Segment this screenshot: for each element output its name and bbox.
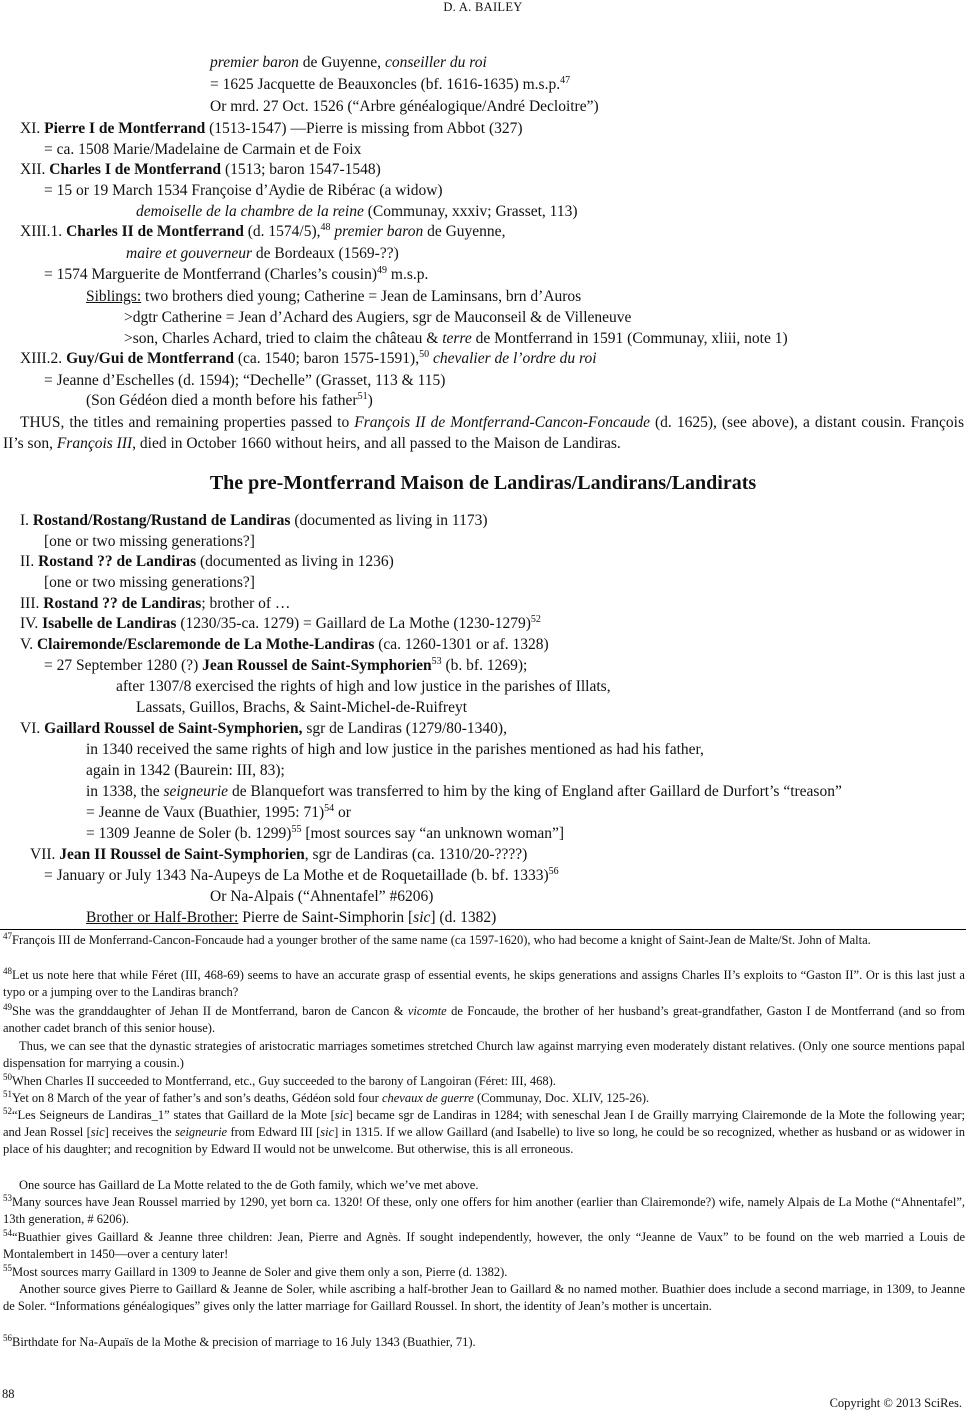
italic-text: vicomte: [407, 1004, 447, 1018]
italic-text: François III: [56, 435, 133, 452]
note-reference: 47: [560, 74, 571, 86]
text-run: >dgtr Catherine = Jean d’Achard des Augiers, sgr de Mauconseil & de Villeneuve: [124, 309, 632, 326]
text-run: de Guyenne,: [298, 54, 385, 71]
italic-text: demoiselle de la chambre de la reine: [136, 203, 364, 220]
text-run: = 15 or 19 March 1534 Françoise d’Aydie de Ribérac (a widow): [44, 182, 443, 199]
text-run: sgr de Landiras (1279/80-1340),: [302, 720, 507, 737]
underlined-label: Siblings:: [86, 288, 142, 305]
note-reference: 55: [3, 1262, 12, 1273]
footnote: [3, 1107, 965, 1158]
text-run: XIII.1.: [20, 223, 67, 240]
bold-name: Charles II de Montferrand: [66, 223, 244, 240]
text-run: [one or two missing generations?]: [44, 533, 255, 550]
text-run: (documented as living in 1173): [290, 512, 488, 529]
text-run: Birthdate for Na-Aupaïs de la Mothe & precision of marriage to 16 July 1343 (Buathier, 71).: [12, 1335, 476, 1349]
genealogy-line: [86, 286, 581, 307]
genealogy-line: [20, 634, 549, 655]
text-run: de Blanquefort was transferred to him by the king of England after Gaillard de Durfort’s “treason”: [228, 783, 842, 800]
note-reference: 50: [3, 1071, 12, 1082]
text-run: Thus, we can see that the dynastic strategies of aristocratic marriages sometimes stretched Church law against marrying even moderately distant relatives. (Only one source mentions papal dispensation for marrying a cousin.): [3, 1039, 965, 1070]
italic-text: chevaux de guerre: [381, 1091, 474, 1105]
text-run: = January or July 1343 Na-Aupeys de La Mothe et de Roquetaillade (b. bf. 1333): [44, 867, 549, 884]
footnote: [3, 1194, 965, 1228]
genealogy-line: [20, 551, 394, 572]
genealogy-line: [210, 96, 599, 117]
text-run: XIII.2.: [20, 350, 67, 367]
italic-text: sic: [320, 1125, 335, 1139]
text-run: = 27 September 1280 (?): [44, 657, 203, 674]
text-run: IV.: [20, 615, 43, 632]
text-run: François III de Monferrand-Cancon-Foncaude had a younger brother of the same name (ca 1597-1620), who had become a knight of Saint-Jean de Malte/St. John of Malta.: [12, 933, 871, 947]
page-number: 88: [2, 1387, 15, 1401]
genealogy-line: [126, 243, 399, 264]
thus-paragraph: [3, 412, 964, 454]
genealogy-line: [20, 118, 523, 139]
footnote: [3, 1264, 965, 1281]
italic-text: François II de Montferrand-Cancon-Foncaude: [354, 414, 650, 431]
text-run: II.: [20, 553, 39, 570]
genealogy-line: [20, 348, 597, 369]
running-header: D. A. BAILEY: [443, 0, 523, 14]
genealogy-line: [44, 531, 255, 552]
text-run: de Guyenne,: [423, 223, 506, 240]
genealogy-line: [210, 886, 433, 907]
genealogy-line: [20, 159, 381, 180]
genealogy-line: [20, 613, 541, 634]
footnote: [3, 1038, 965, 1072]
genealogy-line: [20, 593, 290, 614]
note-reference: 53: [3, 1192, 12, 1203]
text-run: , died in October 1660 without heirs, and all passed to the Maison de Landiras.: [132, 435, 621, 452]
text-run: two brothers died young; Catherine = Jean de Laminsans, brn d’Auros: [141, 288, 582, 305]
genealogy-line: [20, 718, 507, 739]
genealogy-line: [86, 802, 351, 823]
text-run: de Bordeaux (1569-??): [251, 245, 399, 262]
text-run: [one or two missing generations?]: [44, 574, 255, 591]
text-run: “Buathier gives Gaillard & Jeanne three children: Jean, Pierre and Agnès. If sought independently, however, the only “Jeanne de Vaux” to be found on the web married a Louis de Montalembert in 1450—over a century later!: [3, 1230, 965, 1261]
text-run: “Les Seigneurs de Landiras_1” states that Gaillard de la Mote [: [12, 1108, 335, 1122]
genealogy-line: [86, 739, 704, 760]
section-title: The pre-Montferrand Maison de Landiras/Landirans/Landirats: [209, 472, 757, 494]
footnote: [3, 1073, 965, 1090]
text-run: (Communay, xxxiv; Grasset, 113): [363, 203, 578, 220]
bold-name: Jean Roussel de Saint-Symphorien: [202, 657, 432, 674]
text-run: (1513-1547) —Pierre is missing from Abbot (327): [205, 120, 523, 137]
text-run: again in 1342 (Baurein: III, 83);: [86, 762, 285, 779]
italic-text: seigneurie: [163, 783, 229, 800]
text-run: = 1574 Marguerite de Montferrand (Charles’s cousin): [44, 266, 378, 283]
text-run: de Foncaude, the brother of her husband’s great-grandfather, Gaston I de Montferrand (and so from another cadet branch of this senior house).: [3, 1004, 965, 1035]
italic-text: chevalier de l’ordre du roi: [432, 350, 597, 367]
bold-name: Rostand ?? de Landiras: [43, 595, 202, 612]
bold-name: Clairemonde/Esclaremonde de La Mothe-Landiras: [36, 636, 375, 653]
bold-name: Guy/Gui de Montferrand: [66, 350, 234, 367]
footnote: [3, 1177, 965, 1194]
footnote: [3, 1334, 965, 1351]
genealogy-line: [30, 844, 527, 865]
text-run: THUS, the titles and remaining properties passed to: [20, 414, 355, 431]
genealogy-line: [124, 328, 788, 349]
note-reference: 56: [548, 865, 559, 877]
bold-name: Rostand ?? de Landiras: [38, 553, 197, 570]
text-run: in 1340 received the same rights of high and low justice in the parishes mentioned as had his father,: [86, 741, 704, 758]
text-run: (b. bf. 1269);: [441, 657, 528, 674]
bold-name: Charles I de Montferrand: [49, 161, 222, 178]
text-run: after 1307/8 exercised the rights of high and low justice in the parishes of Illats,: [116, 678, 611, 695]
italic-text: seigneurie: [175, 1125, 228, 1139]
bold-name: Rostand/Rostang/Rustand de Landiras: [32, 512, 291, 529]
text-run: III.: [20, 595, 44, 612]
note-reference: 50: [419, 348, 430, 360]
note-reference: 52: [3, 1105, 12, 1116]
note-reference: 52: [530, 613, 541, 625]
text-run: V.: [20, 636, 37, 653]
genealogy-line: [124, 307, 631, 328]
text-run: de Montferrand in 1591 (Communay, xliii, note 1): [471, 330, 788, 347]
genealogy-line: [86, 781, 842, 802]
italic-text: sic: [413, 909, 431, 926]
genealogy-line: [136, 201, 578, 222]
text-run: She was the granddaughter of Jehan II de Montferrand, baron de Cancon &: [12, 1004, 408, 1018]
text-run: ] (d. 1382): [430, 909, 497, 926]
text-run: = ca. 1508 Marie/Madelaine de Carmain et de Foix: [44, 141, 362, 158]
genealogy-line: [44, 865, 559, 886]
text-run: (1230/35-ca. 1279) = Gaillard de La Mothe (1230-1279): [176, 615, 531, 632]
footnote: [3, 1003, 965, 1037]
text-run: ] became sgr de Landiras in 1284; with seneschal Jean I de Grailly marrying Clairemonde de la Mote the following year; and Jean Rossel [: [3, 1108, 965, 1139]
text-run: (ca. 1260-1301 or af. 1328): [374, 636, 549, 653]
text-run: Or Na-Alpais (“Ahnentafel” #6206): [210, 888, 434, 905]
text-run: = 1625 Jacquette de Beauxoncles (bf. 1616-1635) m.s.p.: [210, 76, 561, 93]
italic-text: sic: [334, 1108, 349, 1122]
text-run: >son, Charles Achard, tried to claim the château &: [124, 330, 443, 347]
note-reference: 48: [320, 221, 331, 233]
text-run: VII.: [30, 846, 60, 863]
footnote: [3, 967, 965, 1001]
note-reference: 56: [3, 1332, 12, 1343]
text-run: Yet on 8 March of the year of father’s and son’s deaths, Gédéon sold four: [12, 1091, 382, 1105]
footnote-divider: [0, 929, 966, 930]
footnote: [3, 1090, 965, 1107]
bold-name: Pierre I de Montferrand: [44, 120, 206, 137]
text-run: XII.: [20, 161, 50, 178]
copyright-notice: Copyright © 2013 SciRes.: [829, 1396, 962, 1410]
text-run: from Edward III [: [227, 1125, 321, 1139]
text-run: [most sources say “an unknown woman”]: [301, 825, 565, 842]
text-run: Most sources marry Gaillard in 1309 to Jeanne de Soler and give them only a son, Pierre (d. 1382).: [12, 1265, 508, 1279]
bold-name: Isabelle de Landiras: [42, 615, 177, 632]
text-run: ; brother of …: [201, 595, 291, 612]
bold-name: Gaillard Roussel de Saint-Symphorien,: [44, 720, 303, 737]
text-run: One source has Gaillard de La Motte related to the de Goth family, which we’ve met above.: [19, 1178, 479, 1192]
genealogy-line: [210, 52, 487, 73]
note-reference: 53: [431, 655, 442, 667]
genealogy-line: [86, 760, 285, 781]
genealogy-line: [44, 370, 445, 391]
text-run: Lassats, Guillos, Brachs, & Saint-Michel-de-Ruifreyt: [136, 699, 468, 716]
text-run: , sgr de Landiras (ca. 1310/20-????): [304, 846, 528, 863]
text-run: VI.: [20, 720, 45, 737]
genealogy-line: [210, 74, 570, 95]
note-reference: 51: [357, 390, 368, 402]
italic-text: premier baron: [210, 54, 299, 71]
text-run: When Charles II succeeded to Montferrand, etc., Guy succeeded to the barony of Langoiran (Féret: III, 468).: [12, 1074, 556, 1088]
text-run: = 1309 Jeanne de Soler (b. 1299): [86, 825, 292, 842]
genealogy-line: [86, 823, 564, 844]
italic-text: conseiller du roi: [384, 54, 487, 71]
text-run: in 1338, the: [86, 783, 164, 800]
text-run: (Son Gédéon died a month before his father: [86, 392, 358, 409]
text-run: Another source gives Pierre to Gaillard & Jeanne de Soler, while ascribing a half-brother Jean to Gaillard & no named mother. Buathier does include a second marriage, in 1309, to Jeanne de Soler. “Informations généalogiques” gives only the latter marriage for Gaillard Roussel. In short, the identity of Jean’s mother is uncertain.: [3, 1282, 965, 1313]
note-reference: 51: [3, 1088, 12, 1099]
note-reference: 54: [324, 802, 335, 814]
note-reference: 49: [377, 264, 388, 276]
italic-text: maire et gouverneur: [126, 245, 252, 262]
italic-text: terre: [442, 330, 472, 347]
text-run: Pierre de Saint-Simphorin [: [238, 909, 414, 926]
text-run: m.s.p.: [387, 266, 429, 283]
genealogy-line: [86, 390, 373, 411]
genealogy-line: [86, 907, 496, 928]
note-reference: 47: [3, 930, 12, 941]
genealogy-line: [44, 655, 527, 676]
note-reference: 54: [3, 1227, 12, 1238]
text-run: (ca. 1540; baron 1575-1591),: [233, 350, 420, 367]
genealogy-line: [44, 139, 361, 160]
text-run: ] in 1315. If we allow Gaillard (and Isabelle) to live so long, he could be so recognized, whether as husband or as widower in place of his daughter; and recognition by Edward II would not be unwelcome. But otherwise, this is all erroneous.: [3, 1125, 965, 1156]
italic-text: sic: [90, 1125, 105, 1139]
text-run: Many sources have Jean Roussel married by 1290, yet born ca. 1320! Of these, only one offers for him another (earlier than Clairemonde?) wife, namely Alpais de La Mothe (“Ahnentafel”, 13th generation, # 6206).: [3, 1195, 965, 1226]
genealogy-line: [116, 676, 611, 697]
text-run: = Jeanne d’Eschelles (d. 1594); “Dechelle” (Grasset, 113 & 115): [44, 372, 446, 389]
genealogy-line: [44, 264, 428, 285]
note-reference: 48: [3, 965, 12, 976]
text-run: (documented as living in 1236): [196, 553, 394, 570]
text-run: Let us note here that while Féret (III, 468-69) seems to have an accurate grasp of essential events, he skips generations and assigns Charles II’s exploits to “Gaston II”. Or is this last just a typo or a jumping over to the Landiras branch?: [3, 968, 965, 999]
genealogy-line: [44, 180, 443, 201]
text-run: (1513; baron 1547-1548): [221, 161, 381, 178]
genealogy-line: [20, 221, 505, 242]
italic-text: premier baron: [334, 223, 424, 240]
genealogy-line: [20, 510, 487, 531]
text-run: = Jeanne de Vaux (Buathier, 1995: 71): [86, 804, 325, 821]
text-run: (Communay, Doc. XLIV, 125-26).: [473, 1091, 650, 1105]
text-run: XI.: [20, 120, 45, 137]
footnote: [3, 1229, 965, 1263]
note-reference: 49: [3, 1001, 12, 1012]
text-run: (d. 1625), (see above), a distant cousin. François II’s son,: [3, 414, 964, 452]
footnote: [3, 932, 965, 949]
text-run: or: [334, 804, 351, 821]
text-run: ): [367, 392, 373, 409]
genealogy-line: [136, 697, 467, 718]
text-run: (d. 1574/5),: [243, 223, 321, 240]
text-run: Or mrd. 27 Oct. 1526 (“Arbre généalogique/André Decloitre”): [210, 98, 599, 115]
footnote: [3, 1281, 965, 1315]
genealogy-line: [44, 572, 255, 593]
note-reference: 55: [291, 823, 302, 835]
bold-name: Jean II Roussel de Saint-Symphorien: [59, 846, 305, 863]
text-run: ] receives the: [104, 1125, 176, 1139]
underlined-label: Brother or Half-Brother:: [86, 909, 239, 926]
text-run: I.: [20, 512, 33, 529]
